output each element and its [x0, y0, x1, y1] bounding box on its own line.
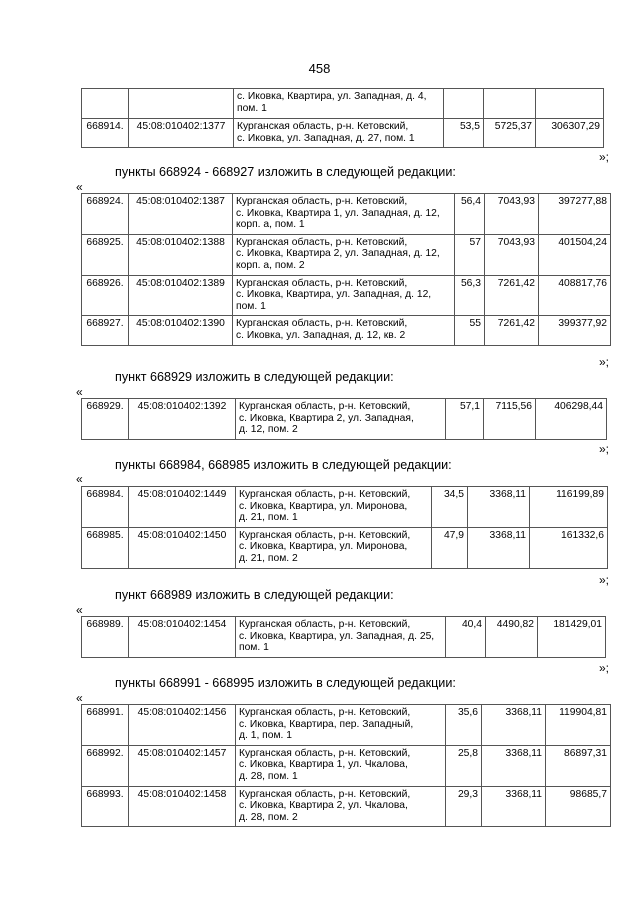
- address-line: пом. 1: [237, 102, 267, 114]
- row-number: 668984.: [82, 487, 129, 528]
- row-number: 668926.: [82, 275, 129, 316]
- row-number: 668989.: [82, 617, 129, 658]
- address-line: с. Иковка, Квартира, ул. Миронова,: [239, 500, 408, 512]
- row-number: 668914.: [82, 119, 129, 148]
- table-row: [82, 527, 608, 568]
- total-cell: 397277,88: [539, 194, 611, 235]
- address-line: корп. а, пом. 2: [236, 259, 305, 271]
- address-line: д. 21, пом. 2: [239, 552, 298, 564]
- section-heading: пункт 668989 изложить в следующей редакции:: [115, 588, 394, 602]
- cadastral-number: 45:08:010402:1457: [129, 745, 236, 786]
- address-line: Курганская область, р-н. Кетовский,: [236, 236, 408, 248]
- address-line: Курганская область, р-н. Кетовский,: [239, 401, 411, 412]
- address-line: с. Иковка, Квартира 1, ул. Западная, д. 12,: [236, 207, 440, 219]
- open-quote: «: [76, 385, 83, 399]
- close-quote: »;: [598, 150, 609, 164]
- address-cell: [233, 234, 455, 275]
- table-row: [82, 399, 607, 440]
- address-line: д. 1, пом. 1: [239, 730, 293, 742]
- cadastral-number: 45:08:010402:1454: [129, 617, 236, 658]
- cadastral-number: 45:08:010402:1387: [129, 194, 233, 235]
- table-row: [82, 705, 611, 746]
- cadastral-number: 45:08:010402:1389: [129, 275, 233, 316]
- row-number: [82, 89, 129, 119]
- address-cell: [236, 617, 446, 658]
- total-cell: 98685,7: [546, 786, 611, 827]
- address-line: с. Иковка, Квартира, ул. Миронова,: [239, 541, 408, 553]
- table-3: [81, 486, 608, 569]
- address-line: д. 28, пом. 2: [239, 811, 298, 823]
- total-cell: 408817,76: [539, 275, 611, 316]
- open-quote: «: [76, 180, 83, 194]
- price-cell: 7261,42: [485, 316, 539, 345]
- section-heading: пункты 668991 - 668995 изложить в следующей редакции:: [115, 676, 456, 690]
- area-cell: 47,9: [432, 527, 468, 568]
- address-line: с. Иковка, Квартира, ул. Западная, д. 25,: [239, 630, 435, 642]
- table-0: [81, 88, 604, 148]
- address-line: Курганская область, р-н. Кетовский,: [239, 619, 411, 630]
- total-cell: 181429,01: [538, 617, 606, 658]
- row-number: 668992.: [82, 745, 129, 786]
- address-cell: [236, 786, 446, 827]
- address-cell: [234, 89, 444, 119]
- price-cell: 7115,56: [484, 399, 536, 440]
- address-line: Курганская область, р-н. Кетовский,: [239, 747, 411, 759]
- price-cell: 7261,42: [485, 275, 539, 316]
- area-cell: 56,3: [455, 275, 485, 316]
- row-number: 668924.: [82, 194, 129, 235]
- total-cell: 401504,24: [539, 234, 611, 275]
- table-1: [81, 193, 611, 346]
- area-cell: 53,5: [444, 119, 484, 148]
- price-cell: 3368,11: [468, 527, 530, 568]
- address-line: д. 21, пом. 1: [239, 512, 298, 524]
- table-row: [82, 617, 606, 658]
- address-line: пом. 1: [239, 642, 269, 654]
- address-line: с. Иковка, ул. Западная, д. 27, пом. 1: [237, 132, 415, 144]
- area-cell: 29,3: [446, 786, 482, 827]
- close-quote: »;: [598, 661, 609, 675]
- row-number: 668925.: [82, 234, 129, 275]
- price-cell: 3368,11: [468, 487, 530, 528]
- cadastral-number: 45:08:010402:1449: [129, 487, 236, 528]
- area-cell: 40,4: [446, 617, 486, 658]
- cadastral-number: [129, 89, 234, 119]
- address-line: д. 28, пом. 1: [239, 770, 298, 782]
- total-cell: 86897,31: [546, 745, 611, 786]
- address-line: с. Иковка, Квартира 2, ул. Чкалова,: [239, 800, 408, 812]
- area-cell: 57,1: [446, 399, 484, 440]
- price-cell: 3368,11: [482, 705, 546, 746]
- total-cell: 161332,6: [530, 527, 608, 568]
- total-cell: 119904,81: [546, 705, 611, 746]
- address-line: с. Иковка, Квартира 2, ул. Западная, д. 12,: [236, 248, 440, 260]
- address-line: с. Иковка, Квартира, ул. Западная, д. 12,: [236, 289, 432, 301]
- row-number: 668991.: [82, 705, 129, 746]
- address-line: Курганская область, р-н. Кетовский,: [239, 489, 411, 500]
- address-line: Курганская область, р-н. Кетовский,: [239, 788, 411, 800]
- cadastral-number: 45:08:010402:1390: [129, 316, 233, 345]
- address-line: с. Иковка, Квартира, ул. Западная, д. 4,: [237, 91, 427, 102]
- price-cell: 3368,11: [482, 786, 546, 827]
- row-number: 668985.: [82, 527, 129, 568]
- table-row: [82, 234, 611, 275]
- table-row: [82, 316, 611, 345]
- open-quote: «: [76, 472, 83, 486]
- row-number: 668927.: [82, 316, 129, 345]
- table-row: [82, 275, 611, 316]
- area-cell: 34,5: [432, 487, 468, 528]
- table-row: [82, 745, 611, 786]
- price-cell: [484, 89, 536, 119]
- total-cell: [536, 89, 604, 119]
- address-cell: [234, 119, 444, 148]
- section-heading: пункты 668924 - 668927 изложить в следующей редакции:: [115, 165, 456, 179]
- area-cell: 56,4: [455, 194, 485, 235]
- cadastral-number: 45:08:010402:1388: [129, 234, 233, 275]
- address-line: Курганская область, р-н. Кетовский,: [236, 196, 408, 207]
- address-cell: [236, 487, 432, 528]
- open-quote: «: [76, 603, 83, 617]
- row-number: 668993.: [82, 786, 129, 827]
- cadastral-number: 45:08:010402:1392: [129, 399, 236, 440]
- section-heading: пункты 668984, 668985 изложить в следующей редакции:: [115, 458, 452, 472]
- area-cell: 55: [455, 316, 485, 345]
- table-row: [82, 119, 604, 148]
- open-quote: «: [76, 691, 83, 705]
- close-quote: »;: [598, 573, 609, 587]
- address-line: пом. 1: [236, 300, 266, 312]
- close-quote: »;: [598, 442, 609, 456]
- address-cell: [236, 527, 432, 568]
- table-row: [82, 89, 604, 119]
- address-line: корп. а, пом. 1: [236, 219, 305, 231]
- table-row: [82, 487, 608, 528]
- price-cell: 4490,82: [486, 617, 538, 658]
- table-row: [82, 786, 611, 827]
- close-quote: »;: [598, 355, 609, 369]
- address-cell: [236, 399, 446, 440]
- section-heading: пункт 668929 изложить в следующей редакции:: [115, 370, 394, 384]
- area-cell: 57: [455, 234, 485, 275]
- price-cell: 5725,37: [484, 119, 536, 148]
- address-line: с. Иковка, Квартира, пер. Западный,: [239, 718, 414, 730]
- price-cell: 3368,11: [482, 745, 546, 786]
- table-row: [82, 194, 611, 235]
- address-line: Курганская область, р-н. Кетовский,: [236, 318, 408, 330]
- table-2: [81, 398, 607, 440]
- address-line: Курганская область, р-н. Кетовский,: [239, 529, 411, 541]
- address-line: с. Иковка, Квартира 1, ул. Чкалова,: [239, 759, 408, 771]
- cadastral-number: 45:08:010402:1450: [129, 527, 236, 568]
- area-cell: 25,8: [446, 745, 482, 786]
- address-line: Курганская область, р-н. Кетовский,: [236, 277, 408, 289]
- row-number: 668929.: [82, 399, 129, 440]
- address-cell: [236, 745, 446, 786]
- table-5: [81, 704, 611, 827]
- address-line: Курганская область, р-н. Кетовский,: [239, 707, 411, 718]
- price-cell: 7043,93: [485, 234, 539, 275]
- address-cell: [233, 275, 455, 316]
- total-cell: 406298,44: [536, 399, 607, 440]
- address-line: д. 12, пом. 2: [239, 424, 298, 436]
- cadastral-number: 45:08:010402:1456: [129, 705, 236, 746]
- total-cell: 306307,29: [536, 119, 604, 148]
- address-line: с. Иковка, ул. Западная, д. 12, кв. 2: [236, 329, 406, 341]
- total-cell: 399377,92: [539, 316, 611, 345]
- area-cell: 35,6: [446, 705, 482, 746]
- address-line: с. Иковка, Квартира 2, ул. Западная,: [239, 412, 414, 424]
- address-cell: [236, 705, 446, 746]
- price-cell: 7043,93: [485, 194, 539, 235]
- address-cell: [233, 194, 455, 235]
- area-cell: [444, 89, 484, 119]
- address-line: Курганская область, р-н. Кетовский,: [237, 121, 409, 132]
- cadastral-number: 45:08:010402:1458: [129, 786, 236, 827]
- table-4: [81, 616, 606, 658]
- address-cell: [233, 316, 455, 345]
- total-cell: 116199,89: [530, 487, 608, 528]
- cadastral-number: 45:08:010402:1377: [129, 119, 234, 148]
- page-number: 458: [308, 61, 331, 76]
